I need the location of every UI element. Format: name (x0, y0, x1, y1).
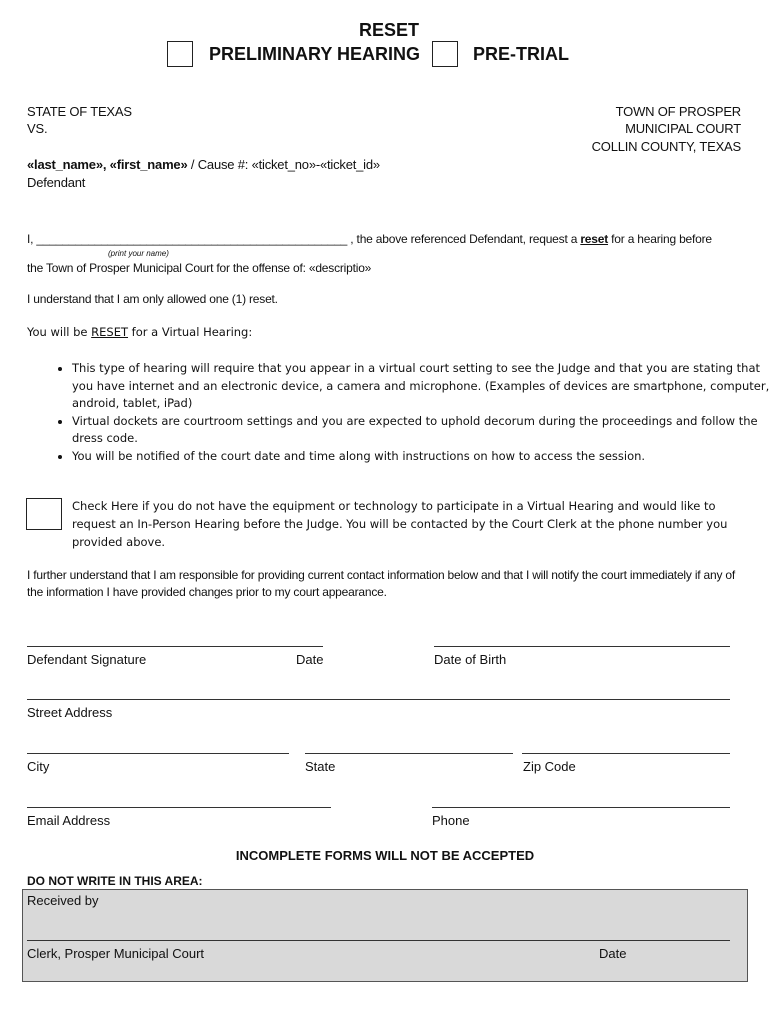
date-of-birth-label: Date of Birth (434, 652, 507, 667)
zip-code-label: Zip Code (523, 759, 576, 774)
email-address-line[interactable] (27, 807, 331, 808)
phone-line[interactable] (432, 807, 730, 808)
city-line[interactable] (27, 753, 289, 754)
virtual-hearing-bullets (52, 360, 770, 465)
state-label: State (305, 759, 336, 774)
defendant-signature-line[interactable] (27, 646, 323, 647)
street-address-label: Street Address (27, 705, 113, 720)
defendant-signature-label: Defendant Signature (27, 652, 147, 667)
request-statement: I, ________________________________________________ , the above referenced Defendant, request a reset for a hearing before (27, 232, 712, 246)
defendant-label: Defendant (27, 175, 86, 190)
bullet-item: • This type of hearing will require that you appear in a virtual court setting to see the Judge and that you are stating that you have internet and an electronic device, a camera and microphone. (Examples of devices are smartphone, computer, android, tablet, iPad) (72, 360, 770, 413)
court-name-line3: COLLIN COUNTY, TEXAS (591, 139, 741, 154)
pre-trial-checkbox[interactable] (432, 41, 458, 67)
clerk-signature-line (27, 940, 730, 941)
zip-code-line[interactable] (522, 753, 730, 754)
bullet-item: • Virtual dockets are courtroom settings and you are expected to uphold decorum during the proceedings and follow the dress code. (72, 413, 770, 448)
pre-trial-label: PRE-TRIAL (473, 44, 569, 64)
in-person-hearing-text: Check Here if you do not have the equipment or technology to participate in a Virtual Hearing and would like to request an In-Person Hearing before the Judge. You will be contacted by the Court Clerk at the phone number you provided above. (72, 499, 728, 549)
bullet-item: • You will be notified of the court date and time along with instructions on how to access the session. (72, 448, 770, 466)
defendant-names: «last_name», «first_name» (27, 157, 188, 172)
cause-number: / Cause #: «ticket_no»-«ticket_id» (187, 157, 380, 172)
email-address-label: Email Address (27, 813, 111, 828)
reset-title: RESET (359, 20, 420, 40)
office-use-heading: DO NOT WRITE IN THIS AREA: (27, 874, 203, 888)
office-date-label: Date (599, 946, 627, 961)
signature-date-label: Date (296, 652, 324, 667)
date-of-birth-line[interactable] (434, 646, 730, 647)
virtual-hearing-statement: You will be RESET for a Virtual Hearing: (27, 325, 253, 339)
reset-word: reset (580, 232, 609, 246)
preliminary-hearing-checkbox[interactable] (167, 41, 193, 67)
preliminary-hearing-label: PRELIMINARY HEARING (209, 44, 421, 64)
defendant-line (27, 157, 380, 172)
one-reset-statement: I understand that I am only allowed one (1) reset. (27, 292, 278, 306)
court-name-line1: TOWN OF PROSPER (615, 104, 741, 119)
offense-line: the Town of Prosper Municipal Court for the offense of: «descriptio» (27, 261, 372, 275)
print-name-hint: (print your name) (108, 249, 169, 258)
received-by-label: Received by (27, 893, 99, 908)
street-address-line[interactable] (27, 699, 730, 700)
city-label: City (27, 759, 50, 774)
incomplete-forms-notice: INCOMPLETE FORMS WILL NOT BE ACCEPTED (235, 848, 535, 863)
versus: VS. (27, 121, 48, 136)
responsibility-statement: I further understand that I am responsible for providing current contact information below and that I will notify the court immediately if any of the information I have provided changes prior to my court appearance. (27, 568, 736, 599)
office-use-box (22, 889, 748, 982)
print-name-field[interactable]: ________________________________________________ (36, 232, 348, 246)
court-name-line2: MUNICIPAL COURT (625, 121, 741, 136)
clerk-label: Clerk, Prosper Municipal Court (27, 946, 205, 961)
state-line[interactable] (305, 753, 513, 754)
phone-label: Phone (432, 813, 470, 828)
in-person-hearing-checkbox[interactable] (26, 498, 62, 530)
state-of-texas: STATE OF TEXAS (27, 104, 132, 119)
